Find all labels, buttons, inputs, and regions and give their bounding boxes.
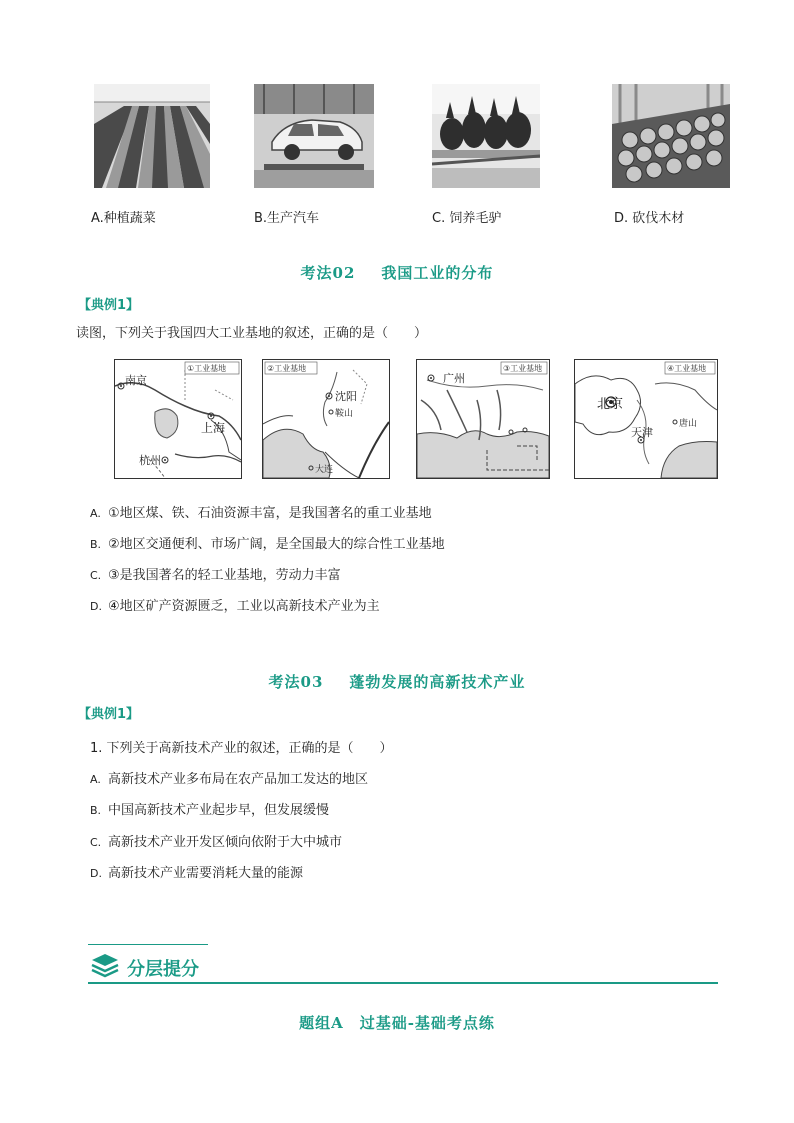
photo-caption-d: D. 砍伐木材 xyxy=(614,211,685,226)
option-text: ①地区煤、铁、石油资源丰富，是我国著名的重工业基地 xyxy=(108,506,432,521)
option-text: 中国高新技术产业起步早，但发展缓慢 xyxy=(108,803,330,818)
section-03-option-c[interactable] xyxy=(90,831,342,850)
banner-bottom-rule xyxy=(88,982,718,984)
map-1-city-2: 杭州 xyxy=(139,454,161,467)
map-2-city-2: 大连 xyxy=(315,465,334,475)
option-key: C. xyxy=(90,569,102,582)
map-4-city-0: 北京 xyxy=(597,397,624,412)
section-02-code: 考法02 xyxy=(300,264,356,282)
map-base-4 xyxy=(574,359,718,479)
map-base-1 xyxy=(114,359,242,479)
section-03-question: 1. 下列关于高新技术产业的叙述，正确的是（ ） xyxy=(90,741,393,756)
option-key: D. xyxy=(90,600,102,613)
donkey-farm-photo xyxy=(432,84,540,188)
section-02-question: 读图，下列关于我国四大工业基地的叙述，正确的是（ ） xyxy=(76,326,428,341)
map-2-city-1: 鞍山 xyxy=(335,409,354,419)
option-key: A. xyxy=(90,773,101,786)
group-a-code: 题组A xyxy=(299,1014,344,1032)
timber-logs-photo xyxy=(612,84,730,188)
photo-caption-c: C. 饲养毛驴 xyxy=(432,211,502,226)
group-a-title xyxy=(0,1012,794,1033)
photo-caption-b: B.生产汽车 xyxy=(254,211,320,226)
photo-caption-a: A.种植蔬菜 xyxy=(91,211,156,226)
option-text: ②地区交通便利、市场广阔，是全国最大的综合性工业基地 xyxy=(108,537,445,552)
option-text: 高新技术产业多布局在农产品加工发达的地区 xyxy=(108,772,369,787)
option-text: ④地区矿产资源匮乏，工业以高新技术产业为主 xyxy=(108,599,380,614)
map-4-tag: ④工业基地 xyxy=(667,364,707,373)
section-03-heading: 蓬勃发展的高新技术产业 xyxy=(349,673,526,691)
section-02-option-b[interactable] xyxy=(90,533,445,552)
option-key: A. xyxy=(90,507,101,520)
option-key: B. xyxy=(90,804,102,817)
map-base-3 xyxy=(416,359,550,479)
map-3-city-0: 广州 xyxy=(443,372,465,385)
map-3-tag: ③工业基地 xyxy=(503,364,543,373)
group-a-heading: 过基础-基础考点练 xyxy=(359,1014,495,1032)
option-key: D. xyxy=(90,867,102,880)
section-02-option-d[interactable] xyxy=(90,595,380,614)
map-1-city-0: 南京 xyxy=(125,374,147,387)
section-03-code: 考法03 xyxy=(268,673,324,691)
option-key: B. xyxy=(90,538,102,551)
section-03-title xyxy=(0,671,794,692)
layers-icon xyxy=(88,948,122,982)
section-02-option-c[interactable] xyxy=(90,564,341,583)
option-text: ③是我国著名的轻工业基地，劳动力丰富 xyxy=(108,568,341,583)
section-02-title xyxy=(0,262,794,283)
section-02-heading: 我国工业的分布 xyxy=(381,264,494,282)
map-1-city-1: 上海 xyxy=(201,421,226,435)
vegetable-field-photo xyxy=(94,84,210,188)
section-03-option-d[interactable] xyxy=(90,862,303,881)
car-factory-photo xyxy=(254,84,374,188)
map-1-tag: ①工业基地 xyxy=(187,364,227,373)
section-03-option-b[interactable] xyxy=(90,799,329,818)
option-key: C. xyxy=(90,836,102,849)
section-02-example-tag: 【典例1】 xyxy=(78,298,140,313)
map-2-tag: ②工业基地 xyxy=(267,364,307,373)
section-03-option-a[interactable] xyxy=(90,768,368,787)
option-text: 高新技术产业开发区倾向依附于大中城市 xyxy=(108,835,343,850)
map-4-city-1: 天津 xyxy=(631,426,653,439)
map-4-city-2: 唐山 xyxy=(679,419,698,429)
layer-banner-title: 分层提分 xyxy=(127,959,199,980)
banner-top-rule xyxy=(88,944,208,945)
map-base-2 xyxy=(262,359,390,479)
map-2-city-0: 沈阳 xyxy=(335,390,357,403)
section-03-example-tag: 【典例1】 xyxy=(78,707,140,722)
section-02-option-a[interactable] xyxy=(90,502,432,521)
option-text: 高新技术产业需要消耗大量的能源 xyxy=(108,866,304,881)
